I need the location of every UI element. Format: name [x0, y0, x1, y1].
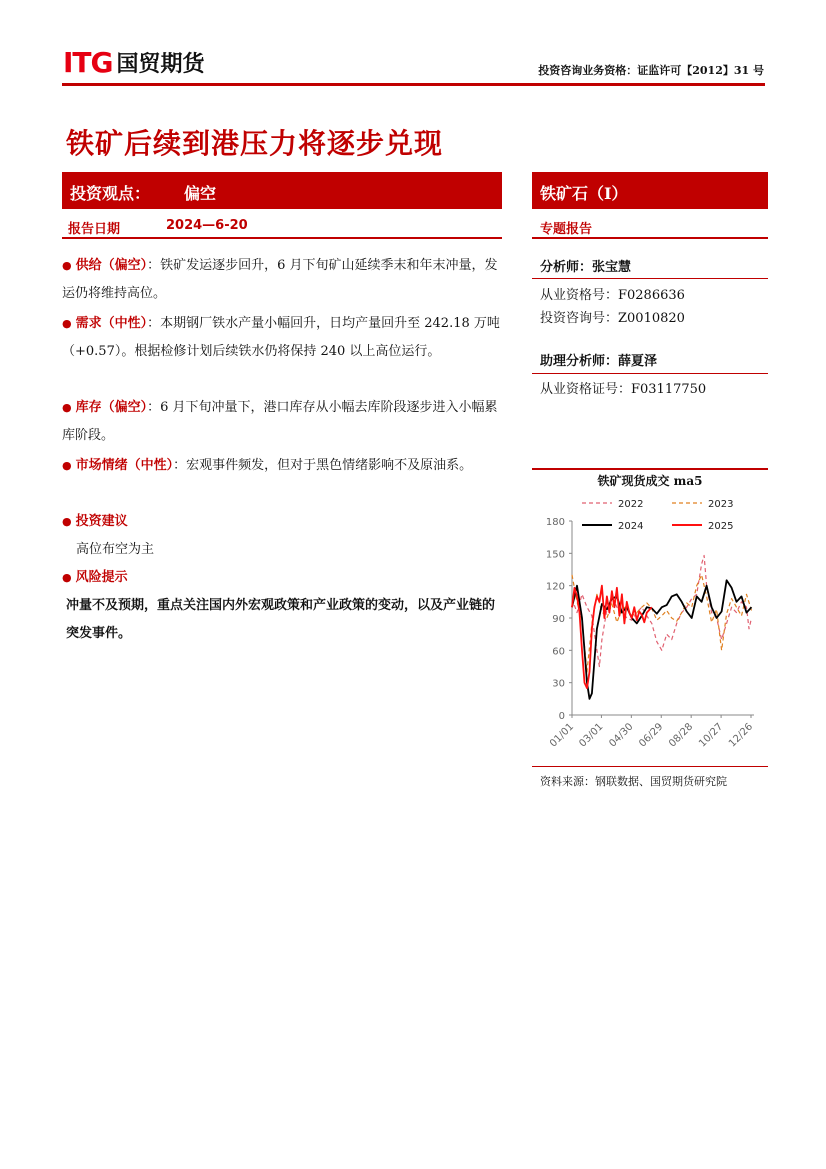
- iron-ore-chart: [532, 490, 768, 765]
- analyst-cert: 从业资格号：F0286636: [540, 288, 685, 303]
- legend-label: 2023: [708, 499, 734, 510]
- series-line-2024: [572, 580, 752, 699]
- point-head: 供给（偏空）: [75, 258, 148, 273]
- risk-text: 冲量不及预期，重点关注国内外宏观政策和产业政策的变动，以及产业链的突发事件。: [66, 598, 496, 641]
- analyst-name: 分析师：张宝慧: [540, 260, 632, 275]
- legend-label: 2025: [708, 521, 734, 532]
- y-tick-label: 120: [545, 581, 565, 593]
- bullet-icon: ●: [62, 401, 72, 414]
- point-text: ：本期钢厂铁水产量小幅回升，日均产量回升至 242.18 万吨（+0.57）。根据检修计划后续铁水仍将保持 240 以上高位运行。: [62, 316, 500, 359]
- bullet-icon: ●: [62, 317, 72, 330]
- product-bar: [532, 172, 768, 209]
- chart-bottom-border: [532, 766, 768, 767]
- chart-title: 铁矿现货成交 ma5: [597, 474, 703, 488]
- bullet-icon: ●: [62, 515, 72, 528]
- point-text: ：铁矿发运逐步回升，6 月下旬矿山延续季末和年末冲量，发运仍将维持高位。: [62, 258, 498, 301]
- header-divider: [62, 83, 765, 86]
- bullet-icon: ●: [62, 459, 72, 472]
- x-tick-label: 03/01: [577, 721, 606, 750]
- x-tick-label: 06/29: [637, 721, 666, 750]
- y-tick-label: 60: [552, 646, 565, 658]
- y-tick-label: 180: [545, 517, 565, 528]
- report-date-label: 报告日期: [68, 222, 121, 237]
- view-value: 偏空: [184, 184, 217, 203]
- logo-itg-text: ITG: [63, 45, 113, 79]
- point-risk: [62, 564, 506, 592]
- point-head: 市场情绪（中性）: [75, 458, 174, 473]
- point-supply: [62, 252, 506, 308]
- point-text: ：宏观事件频发，但对于黑色情绪影响不及原油系。: [173, 458, 473, 473]
- divider: [532, 278, 768, 279]
- series-line-2022: [572, 556, 752, 667]
- point-head: 库存（偏空）: [75, 400, 148, 415]
- company-logo: [63, 47, 205, 77]
- bullet-icon: ●: [62, 259, 72, 272]
- report-type-row: [532, 210, 768, 239]
- advice-text: 高位布空为主: [76, 542, 155, 557]
- legend-label: 2024: [618, 521, 644, 532]
- chart-top-border: [532, 468, 768, 470]
- legend-label: 2022: [618, 499, 644, 510]
- y-tick-label: 90: [552, 614, 565, 625]
- y-tick-label: 0: [558, 711, 565, 722]
- investment-view-bar: [62, 172, 502, 209]
- x-tick-label: 04/30: [607, 721, 636, 750]
- point-text: ：6 月下旬冲量下，港口库存从小幅去库阶段逐步进入小幅累库阶段。: [62, 400, 498, 443]
- report-type: 专题报告: [540, 222, 593, 237]
- bullet-icon: ●: [62, 571, 72, 584]
- logo-company-name: 国贸期货: [116, 51, 205, 77]
- assistant-cert: 从业资格证号：F03117750: [540, 382, 707, 397]
- view-label: 投资观点：: [70, 184, 151, 203]
- report-date-row: [62, 210, 502, 239]
- point-head: 投资建议: [75, 514, 128, 529]
- point-head: 风险提示: [75, 570, 128, 585]
- divider: [532, 373, 768, 374]
- y-tick-label: 30: [552, 678, 565, 690]
- point-inventory: [62, 394, 506, 450]
- x-tick-label: 12/26: [726, 721, 756, 750]
- point-head: 需求（中性）: [75, 316, 148, 331]
- assistant-name: 助理分析师：薛夏泽: [540, 354, 658, 369]
- product-name: 铁矿石（I）: [540, 184, 628, 203]
- source-note: 资料来源：钢联数据、国贸期货研究院: [540, 775, 727, 788]
- analyst-consult: 投资咨询号：Z0010820: [540, 311, 685, 326]
- x-tick-label: 01/01: [547, 721, 577, 750]
- report-title: 铁矿后续到港压力将逐步兑现: [66, 127, 444, 160]
- report-date-value: 2024—6-20: [166, 218, 248, 233]
- x-tick-label: 08/28: [667, 721, 696, 750]
- point-sentiment: [62, 452, 506, 480]
- y-tick-label: 150: [545, 549, 565, 561]
- point-advice: [62, 508, 506, 536]
- x-tick-label: 10/27: [697, 721, 726, 750]
- license-text: 投资咨询业务资格：证监许可【2012】31 号: [538, 64, 764, 77]
- point-demand: [62, 310, 506, 366]
